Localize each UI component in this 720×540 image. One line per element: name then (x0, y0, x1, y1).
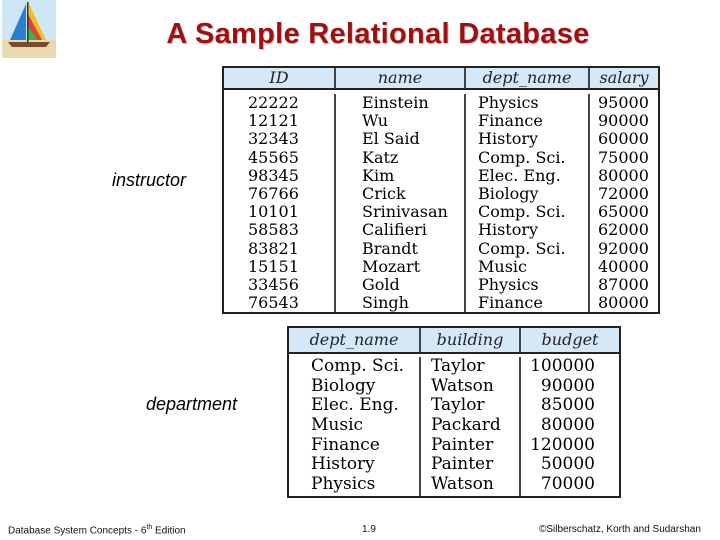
table-column (224, 94, 336, 312)
table-body (289, 354, 619, 496)
table-cell: 80000 (540, 415, 595, 436)
column-header-building: building (421, 328, 521, 352)
table-column (521, 357, 619, 496)
table-cell: 12121 (248, 111, 299, 131)
table-cell: 90000 (540, 375, 595, 396)
table-cell: 50000 (540, 454, 595, 475)
table-cell: 45565 (248, 147, 299, 167)
table-cell: Srinivasan (362, 202, 448, 222)
table-cell: History (478, 220, 539, 240)
table-cell: 76543 (248, 293, 299, 313)
table-cell: Brandt (362, 238, 418, 258)
table-cell: Painter (431, 454, 494, 475)
table-cell: Gold (362, 274, 400, 294)
table-cell: Elec. Eng. (311, 395, 399, 416)
column-header-id: ID (224, 68, 336, 88)
table-header-row (289, 328, 619, 354)
table-cell: 87000 (598, 274, 649, 294)
table-body (224, 90, 658, 312)
table-cell: 92000 (598, 238, 649, 258)
table-cell: Elec. Eng. (478, 165, 561, 185)
footer-book-title (8, 524, 186, 536)
table-cell: Physics (311, 474, 376, 495)
table-cell: Mozart (362, 256, 421, 276)
table-column (466, 94, 590, 312)
page-number: 1.9 (362, 524, 376, 535)
department-label: department (146, 394, 238, 414)
table-cell: Watson (431, 474, 494, 495)
instructor-label: instructor (112, 170, 187, 190)
table-cell: 70000 (540, 474, 595, 495)
table-cell: 58583 (248, 220, 299, 240)
table-cell: History (478, 129, 539, 149)
table-cell: 72000 (598, 183, 649, 203)
table-column (336, 94, 466, 312)
footer-copyright: ©Silberschatz, Korth and Sudarshan (539, 524, 701, 535)
department-table (287, 326, 621, 498)
column-header-dept-name: dept_name (466, 68, 590, 88)
table-cell: Crick (362, 183, 406, 203)
table-column (289, 357, 421, 496)
column-header-name: name (336, 68, 466, 88)
table-cell: 32343 (248, 129, 299, 149)
table-cell: Taylor (431, 395, 485, 416)
table-cell: 40000 (598, 256, 649, 276)
column-header-dept-name: dept_name (289, 328, 421, 352)
table-cell: Taylor (431, 356, 485, 376)
table-cell: Biology (311, 375, 376, 396)
table-cell: Physics (478, 274, 539, 294)
table-cell: 15151 (248, 256, 299, 276)
table-cell: 90000 (598, 111, 649, 131)
table-cell: 75000 (598, 147, 649, 167)
table-cell: 76766 (248, 183, 299, 203)
table-cell: 80000 (598, 293, 649, 313)
table-column (590, 94, 658, 312)
table-cell: 98345 (248, 165, 299, 185)
table-cell: Comp. Sci. (478, 202, 566, 222)
table-cell: 22222 (248, 93, 299, 112)
table-cell: Music (311, 415, 364, 436)
table-cell: Watson (431, 375, 494, 396)
table-cell: 60000 (598, 129, 649, 149)
table-cell: Califieri (362, 220, 427, 240)
table-cell: 62000 (598, 220, 649, 240)
column-header-salary: salary (599, 68, 649, 87)
table-cell: Comp. Sci. (478, 238, 566, 258)
table-cell: 65000 (598, 202, 649, 222)
instructor-table (222, 66, 660, 314)
table-column (421, 357, 521, 496)
table-cell: Einstein (362, 93, 429, 112)
table-cell: 85000 (540, 395, 595, 416)
table-cell: Packard (431, 415, 501, 436)
table-cell: Biology (478, 183, 539, 203)
table-cell: Physics (478, 93, 539, 112)
table-header-row (224, 68, 658, 90)
table-cell: 83821 (248, 238, 299, 258)
table-cell: Kim (362, 165, 395, 185)
table-cell: Katz (362, 147, 399, 167)
table-cell: Wu (362, 111, 389, 131)
table-cell: El Said (362, 129, 420, 149)
table-cell: History (311, 454, 375, 475)
column-header-budget: budget (541, 330, 599, 349)
table-cell: Comp. Sci. (478, 147, 566, 167)
table-cell: Finance (478, 111, 543, 131)
table-cell: 80000 (598, 165, 649, 185)
table-cell: 120000 (530, 434, 595, 455)
table-cell: 10101 (248, 202, 299, 222)
table-cell: Singh (362, 293, 409, 313)
slide-title: A Sample Relational Database (166, 18, 590, 50)
table-cell: Painter (431, 434, 494, 455)
footer-edition-text: Edition (152, 525, 186, 537)
table-cell: Finance (478, 293, 543, 313)
footer-book-title-text: Database System Concepts - 6 (8, 525, 147, 537)
table-cell: Music (478, 256, 527, 276)
table-cell: 33456 (248, 274, 299, 294)
table-cell: 100000 (530, 356, 595, 376)
table-cell: 95000 (598, 93, 649, 112)
table-cell: Comp. Sci. (311, 356, 405, 376)
table-cell: Finance (311, 434, 380, 455)
footer-edition-sup: th (146, 524, 153, 531)
